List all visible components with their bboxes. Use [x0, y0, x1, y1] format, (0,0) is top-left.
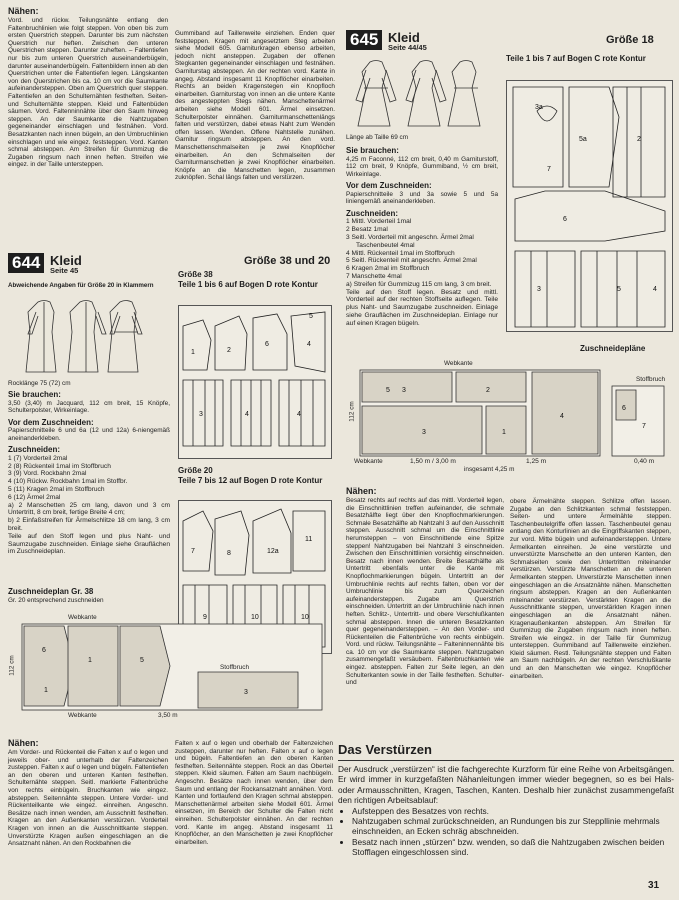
- list-item: Taschenbeutel 4mal: [356, 241, 415, 249]
- title-divider: [338, 760, 674, 761]
- naehen-text-644: Am Vorder- und Rückenteil die Falten x auf o legen und jeweils ober- und unterhalb der Faltenzeichen zusteppen. Falten x auf o legen und bügeln. Faltentiefen an den oberen und unteren Kanten festheften. Schulternähte steppen. Seitl. markierte Faltenbrüche von rechts einbügeln. Bruchkanten wie eingez. absteppen. Seitennähte steppen. Untere Vorder- und Rückenteilkante wie eingez. einreihen. Angeschn. Besätze nach innen wenden, am Ausschnitt festheften. Kragen an den Außenkanten verstürzen. Vorderteil Kragen von innen an die Ausschnittkante steppen. Unverstürzte Kragen außen eingeschlagen an die Ansatznaht nähen. An den Rockbahnen die: [8, 749, 168, 848]
- vor-zuschneiden-heading: Vor dem Zuschneiden:: [346, 181, 432, 191]
- list-item: • Nahtzugaben schmal zurückschneiden, an Rundungen bis zur Steppllinie mehrmals einschneiden, an Ecken schräg abschneiden.: [352, 816, 674, 837]
- model-title: Kleid: [50, 253, 82, 268]
- list-item: 4 Mittl. Rückenteil 1mal im Stoffbruch: [346, 249, 455, 257]
- zuschneiden-list: [346, 218, 498, 327]
- naehen-text-645: Besatz rechts auf rechts auf das mittl. Vorderteil legen, die Einschnittlinien treffen aufeinander, die schmale Besatzhälfte liegt über den Knopflochmarkierungen. Schmale Besatzhälfte ab Nahtzahl 3 auf den Ausschnitt steppen. Ausschnitt schmal um die Einschnittlinie herumsteppen – von Einschnittende eine Spitze steppen! Nahtzugaben bei Nahtzahl 3 einschneiden. Zwischen den Einschnittlinien vorsichtig einschneiden. Besatz nach innen wenden. Breite Besatzhälfte als Untertritt ebenfalls unter die Kante mit Knopflochmarkierungen bügeln. Untertritt an der Umbruchlinie rechts auf rechts falten, oben vor der Umbruchlinie bis zum Querzeichen aufeinandersteppen. Zugabe am Querstrich einschneiden. Untertritt an der Umbruchlinie nach innen heften. Schlitz-, Untertritt- und obere Verschlußkanten schmal absteppen. Innen die unteren Besatzkanten quer gegeneinandersteppen. – An den Vorder- und Rückenteilen die Faltenbrüche von rechts einbügeln. Vord. und rückw. Teilungsnähte – Falteninnennähte bis ca. 10 cm vor die Saumkante steppen. Nahtzugaben zusammengefaßt versäubern. Faltenbruchkanten wie eingez. absteppen. Falten zur Seite legen, an den Schulterkanten sowie in der Taille festheften. Schulter- und: [346, 497, 504, 687]
- rocklaenge: Rocklänge 75 (72) cm: [8, 380, 71, 387]
- list-item: • Besatz nach innen „stürzen“ bzw. wenden, so daß die Nahtzugaben zwischen beiden Stofflagen eingeschlossen sind.: [352, 837, 674, 858]
- size-20-sub: Teile 7 bis 12 auf Bogen D rote Kontur: [178, 475, 323, 485]
- svg-text:1: 1: [44, 687, 48, 694]
- svg-text:6: 6: [42, 647, 46, 654]
- model-number-badge: 644: [8, 253, 44, 273]
- sie-brauchen-text: 3,50 (3,40) m Jacquard, 112 cm breit, 15 Knöpfe, Schulterpolster, Wirkeinlage.: [8, 399, 170, 415]
- svg-text:1: 1: [191, 349, 195, 356]
- svg-text:10: 10: [251, 614, 259, 621]
- stoffbruch-label: Stoffbruch: [220, 664, 250, 671]
- list-item: 2 Besatz 1mal: [346, 226, 388, 234]
- model-645-header: [346, 30, 671, 54]
- stoffbruch-label-right: Stoffbruch: [636, 376, 666, 383]
- sie-brauchen-heading: Sie brauchen:: [346, 146, 399, 155]
- svg-text:6: 6: [265, 341, 269, 348]
- svg-text:2: 2: [637, 136, 641, 143]
- svg-text:4: 4: [307, 341, 311, 348]
- model-title: Kleid: [388, 30, 420, 45]
- model-645-materials: [346, 146, 498, 328]
- size-38-title: Größe 38: [178, 270, 213, 279]
- size-label: Größe 18: [606, 34, 654, 46]
- svg-text:2: 2: [227, 347, 231, 354]
- col1-top-section: [8, 6, 168, 169]
- model-number-badge: 645: [346, 30, 382, 50]
- zuschneideplan-644-title: [8, 587, 170, 604]
- teile-645-title: [506, 54, 671, 64]
- list-item: a) Streifen für Gummizug 115 cm lang, 3 cm breit.: [346, 280, 492, 288]
- list-item: 3 (9) Vord. Rockbahn 2mal: [8, 470, 87, 478]
- abweichend-note: Abweichende Angaben für Größe 20 in Klammern: [8, 282, 154, 289]
- svg-text:2: 2: [486, 387, 490, 394]
- list-item: 5 Seitl. Rückenteil mit angeschn. Ärmel 2mal: [346, 257, 477, 265]
- list-item: 2 (8) Rückenteil 1mal im Stoffbruch: [8, 462, 111, 470]
- svg-text:6: 6: [563, 216, 567, 223]
- svg-text:5: 5: [386, 387, 390, 394]
- naehen-text-645-cont: obere Ärmelnähte steppen. Schlitze offen lassen. Zugabe an den Schlitzkanten schmal feststeppen. Seiten- und untere Ärmelnähte steppen. Taschenbeutelgriffe offen lassen. Taschenbeutel genau entlang den Konturlinien an die Eingriffskanten steppen, zur vord. Mitte bügeln und aufeinandersteppen. Untere Ärmelkanten einreihen. Je eine verstürzte und unverstürzte Manschette an den unteren Kanten, den Schmalseiten sowie den Untertritten miteinander verstürzen. Verstürzte Manschetten an die unteren Ärmelkanten steppen. Unverstürzte Manschetten innen eingeschlagen an die Ansatznähte nähen. Manschetten ringsum absteppen. Kragen an den Außenkanten miteinander verstürzen. Verstärkten Kragen an die Ausschnittkante steppen, unverstärkten Kragen innen eingeschlagen an die Ansatznaht nähen. Kragenaußenkanten absteppen. Am Streifen für Gummizug die Zugaben ringsum nach innen heften. Streifen wie eingez. in der Taille für Gummizug untersteppen. Gummiband auf Taillenweite einziehen. Kleid säumen. Restl. Teilungsnähte steppen und Falten am Saum nachbügeln. An der rechten Verschlußkante und an den Manschetten wie eingez. Knopflöcher einarbeiten.: [510, 498, 671, 680]
- sie-brauchen-heading: Sie brauchen:: [8, 390, 61, 399]
- naehen-text-cont: Gummiband auf Taillenweite einziehen. Enden quer feststeppen. Kragen mit angesetztem Steg arbeiten siehe Modell 605. Garniturkragen ebenso arbeiten, jedoch nicht ansteppen. Zugaben der offenen Stegkanten gegeneinander einschlagen und festnähen. Garniturstag absteppen. An der rechten vord. Kante in angeg. Abstand insgesamt 11 Knopflöcher einarbeiten. Rechts an beiden Kragenstegen ein Knopfloch einarbeiten. Garniturstag von innen an die untere Kante des angesteppten Stegs nähen. Manschettenärmel arbeiten siehe Modell 601. Ärmel einsetzen. Schulterpolster einnähen. Garniturmanschettenlängs falten und verstürzen, dabei etwas Naht zum Wenden offen lassen. Wenden. Offene Nahtstelle zunähen. Garnitur ringsum absteppen. An den vord. Manschettenschmalseiten je zwei Knopflöcher einarbeiten. An den Schmalseiten der Garniturmanschetten je zwei Knopflöcher einarbeiten. Knöpfe an die Manschetten legen, zusammen zuknöpfen. Schal längs falten und verstürzen.: [175, 30, 335, 182]
- list-item: 4 (10) Rückw. Rockbahn 1mal im Stoffbr.: [8, 478, 128, 486]
- webkante-label: Webkante: [444, 360, 473, 367]
- laenge-label: Länge ab Taille 69 cm: [346, 134, 409, 141]
- verstuerzen-title: Das Verstürzen: [338, 742, 432, 757]
- verstuerzen-box: [338, 742, 674, 874]
- list-item: 1 (7) Vorderteil 2mal: [8, 454, 68, 462]
- svg-text:5: 5: [617, 286, 621, 293]
- pattern-645-diagram: [506, 80, 673, 332]
- svg-text:7: 7: [191, 548, 195, 555]
- svg-text:5: 5: [309, 313, 313, 320]
- list-item: b) 2 Einfaßstreifen für Ärmelschlitze 18 cm lang, 3 cm breit.: [8, 517, 170, 533]
- teile-645-label: Teile 1 bis 7 auf Bogen C rote Kontur: [506, 54, 646, 63]
- length-c-label: 0,40 m: [634, 458, 655, 465]
- list-item: 6 (12) Ärmel 2mal: [8, 493, 61, 501]
- list-item: a) 2 Manschetten 25 cm lang, davon und 3 cm Untertritt, 8 cm breit, fertige Breite 4 cm;: [8, 501, 170, 517]
- cutting-layout-645: [346, 358, 671, 474]
- size-38-sub: Teile 1 bis 6 auf Bogen D rote Kontur: [178, 279, 318, 289]
- list-item: Teile auf den Stoff legen. Besatz und mittl. Vorderteil auf der rechten Stoffseite auflegen. Teile plus Naht- und Saumzugabe zuschneiden. Einlage siehe Grauflächen im Zuschneideplan. Einlage nur auf einen Kragen bügeln.: [346, 288, 498, 327]
- zuschneiden-heading: Zuschneiden:: [8, 445, 61, 455]
- zuschneideplan-heading: Zuschneideplan Gr. 38: [8, 587, 94, 596]
- vor-zuschneiden-text: Papierschnitteile 6 und 6a (12 und 12a) 6-niengemäß aneinanderkleben.: [8, 427, 170, 442]
- zuschneiden-list: [8, 455, 170, 556]
- svg-text:3: 3: [422, 429, 426, 436]
- list-item: 7 Manschette 4mal: [346, 273, 402, 281]
- zuschneideplaene-label: Zuschneidepläne: [580, 344, 646, 353]
- zuschneideplan-sub: Gr. 20 entsprechend zuschneiden: [8, 596, 104, 604]
- model-page-ref: Seite 45: [50, 266, 79, 275]
- svg-text:3: 3: [537, 286, 541, 293]
- svg-text:4: 4: [245, 411, 249, 418]
- naehen-heading: Nähen:: [8, 6, 39, 16]
- list-item: 1 Mittl. Vorderteil 1mal: [346, 218, 412, 226]
- svg-text:5: 5: [140, 657, 144, 664]
- webkante-label: Webkante: [68, 614, 97, 621]
- vor-zuschneiden-heading: Vor dem Zuschneiden:: [8, 417, 94, 427]
- svg-text:3: 3: [402, 387, 406, 394]
- svg-text:3: 3: [244, 689, 248, 696]
- verstuerzen-steps: [338, 806, 674, 858]
- col4-bottom-section: [510, 498, 671, 680]
- naehen-text-644-cont: Falten x auf o legen und oberhalb der Faltenzeichen zusteppen, darunter nur heften. Falten x auf o legen und bügeln. Faltentiefen an den oberen Kanten festheften. Seitennähte steppen. Rock an das Oberteil steppen. Kleid säumen. Falten am Saum nachbügeln. Angeschn. Besätze nach innen wenden, über dem Saum und entlang der Rockansatznaht annähen. Vord. Kanten und fortlaufend den Kragen schmal absteppen. Manschettenärmel arbeiten siehe Modell 601. Ärmel einsetzen, im Bereich der Schulter die Falten nicht einreihen. Schulterpolster einnähen. An der rechten vord. Kante im angeg. Abstand insgesamt 11 Knopflöcher, an den Manschetten je zwei Knopflöcher einarbeiten.: [175, 740, 333, 846]
- insgesamt-label: insgesamt 4,25 m: [464, 466, 515, 473]
- svg-text:12a: 12a: [267, 548, 279, 555]
- length-label: 3,50 m: [158, 712, 178, 719]
- svg-text:10: 10: [301, 614, 309, 621]
- width-label: 112 cm: [8, 655, 16, 676]
- dress-644-illustration: [8, 298, 168, 378]
- svg-text:7: 7: [642, 423, 646, 430]
- naehen-heading-644: Nähen:: [8, 738, 39, 748]
- size-label: Größe 38 und 20: [244, 255, 331, 267]
- naehen-heading-645: Nähen:: [346, 486, 377, 496]
- svg-text:7: 7: [547, 166, 551, 173]
- col3-bottom-section: [346, 486, 504, 687]
- svg-text:5a: 5a: [579, 136, 587, 143]
- model-page-ref: Seite 44/45: [388, 43, 427, 52]
- col2-top-section: [175, 30, 335, 182]
- length-a-label: 1,50 m / 3,00 m: [410, 458, 456, 465]
- pattern-38-diagram: [178, 305, 332, 459]
- svg-text:3a: 3a: [535, 104, 543, 111]
- length-b-label: 1,25 m: [526, 458, 547, 465]
- svg-text:4: 4: [297, 411, 301, 418]
- size-38-block: [178, 270, 328, 289]
- list-item: 6 Kragen 2mal im Stoffbruch: [346, 265, 430, 273]
- vor-zuschneiden-text: Papierschnitteile 3 und 3a sowie 5 und 5a liniengemäß aneinanderkleben.: [346, 190, 498, 206]
- verstuerzen-intro: Der Ausdruck „verstürzen“ ist die fachgerechte Kurzform für eine Reihe von Arbeitsgängen. Er wird immer in kurzgefaßten Nähanleitungen immer wieder begegnen, so es bei Hals- oder Armausschnitten, Kragen, Taschen, Kanten. Deshalb hier zunächst zusammengefaßt den richtigen Arbeitsablauf:: [338, 764, 674, 806]
- cutting-layout-644: [8, 612, 333, 722]
- size-20-title: Größe 20: [178, 466, 213, 475]
- zuschneiden-heading: Zuschneiden:: [346, 208, 399, 218]
- page-number: 31: [648, 880, 660, 891]
- svg-text:1: 1: [88, 657, 92, 664]
- svg-text:11: 11: [305, 536, 313, 543]
- width-label: 112 cm: [348, 401, 356, 422]
- webkante-bottom-label: Webkante: [68, 712, 97, 719]
- dress-645-illustration: [346, 58, 496, 130]
- col2-bottom-section: [175, 740, 333, 846]
- list-item: Teile auf den Stoff legen und plus Naht- und Saumzugabe zuschneiden. Einlage siehe Grauflächen im Zuschneideplan.: [8, 532, 170, 556]
- svg-text:4: 4: [653, 286, 657, 293]
- svg-text:3: 3: [199, 411, 203, 418]
- col1-bottom-section: [8, 738, 168, 848]
- list-item: 3 Seitl. Vorderteil mit angeschn. Ärmel 2mal: [346, 234, 474, 242]
- list-item: • Aufsteppen des Besatzes von rechts.: [352, 806, 674, 816]
- svg-text:6: 6: [622, 405, 626, 412]
- svg-text:8: 8: [227, 550, 231, 557]
- svg-text:9: 9: [203, 614, 207, 621]
- webkante-bottom-label: Webkante: [354, 458, 383, 465]
- naehen-text: Vord. und rückw. Teilungsnähte entlang den Faltenbruchlinien wie folgt steppen. Von oben bis zum ersten Querstrich steppen. Darunter bis zum nächsten Querstrich nur heften. Zwischen den unteren Querstrichen steppen. Darunter zuheften. – Faltentiefen nur bis zum unteren Querstrich auseinanderbügeln, darunter auseinanderbügeln. Faltenbildern innen ab den Querstrichen unter die Faltentiefen legen. Längskanten von den Querstrichen bis ca. 10 cm vor die Saumkante aufeinandersteppen. Oben am Querstrich quer steppen. Faltentiefen an den Schulternähten festheften. Seiten- und Schulternähte steppen. Kleid und Faltenbüden säumen. Vord. Faltenninnähte über den Saum hinweg steppen. An der Saumkante die Nahtzugaben gegeneinander einschlagen und festnähen. Vord. Besatzkanten nach innen bügeln, an den Umbruchlinien einschlagen und wie eingez. feststeppen. Vord. Kanten schmal absteppen. Am Streifen für Gummizug die Zugaben ringsum nach innen heften. Streifen wie eingez. in der Taille untersteppen.: [8, 17, 168, 169]
- svg-text:1: 1: [502, 429, 506, 436]
- size-20-block: [178, 466, 328, 485]
- sie-brauchen-text: 4,25 m Faconné, 112 cm breit, 0,40 m Garniturstoff, 112 cm breit, 9 Knöpfe, Gummiband, ½ cm breit, Wirkeinlage.: [346, 155, 498, 178]
- model-644-materials: [8, 390, 170, 556]
- svg-text:4: 4: [560, 413, 564, 420]
- list-item: 5 (11) Kragen 2mal im Stoffbruch: [8, 486, 105, 494]
